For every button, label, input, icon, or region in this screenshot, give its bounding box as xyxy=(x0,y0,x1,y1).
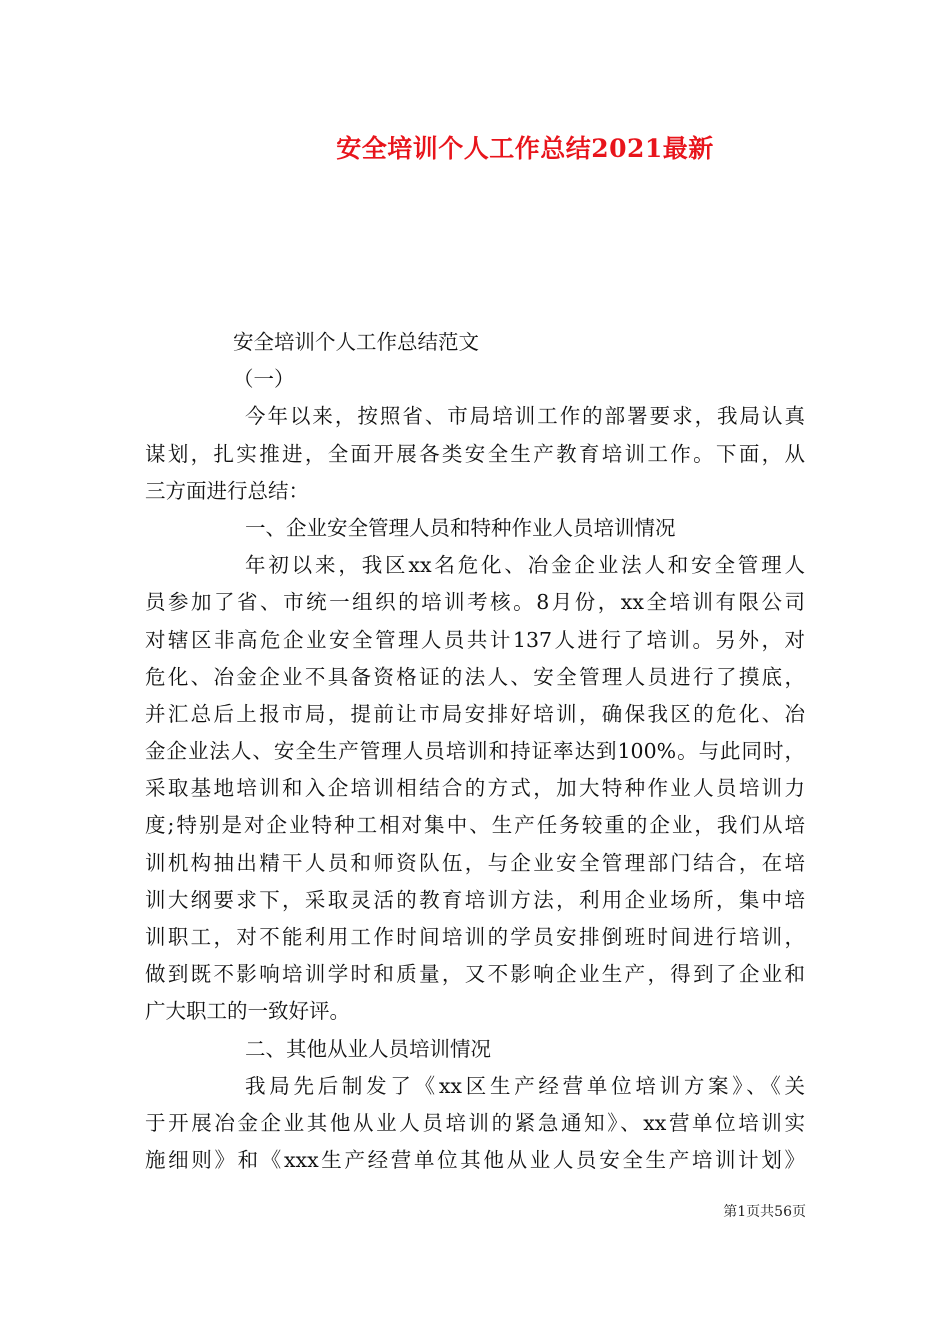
paragraph-line: 三方面进行总结： xyxy=(145,478,309,503)
paragraph-line: 广大职工的一致好评。 xyxy=(145,999,350,1024)
page-number: 第1页共56页 xyxy=(723,1204,806,1220)
paragraph-line: 谋划，扎实推进，全面开展各类安全生产教育培训工作。下面，从 xyxy=(145,441,805,466)
paragraph-line: 年初以来，我区xx名危化、冶金企业法人和安全管理人 xyxy=(245,553,805,578)
paragraph-line: 度;特别是对企业特种工相对集中、生产任务较重的企业，我们从培 xyxy=(145,813,805,838)
paragraph-line: 对辖区非高危企业安全管理人员共计137人进行了培训。另外，对 xyxy=(145,627,805,652)
paragraph-line: 训机构抽出精干人员和师资队伍，与企业安全管理部门结合，在培 xyxy=(145,850,805,875)
paragraph-line: 金企业法人、安全生产管理人员培训和持证率达到100%。与此同时， xyxy=(145,739,805,764)
section-marker: （一） xyxy=(233,367,295,392)
paragraph-line: 采取基地培训和入企培训相结合的方式，加大特种作业人员培训力 xyxy=(145,776,805,801)
paragraph-line: 训职工，对不能利用工作时间培训的学员安排倒班时间进行培训， xyxy=(145,925,805,949)
section-heading: 二、其他从业人员培训情况 xyxy=(245,1036,491,1061)
paragraph-line: 并汇总后上报市局，提前让市局安排好培训，确保我区的危化、冶 xyxy=(145,701,805,726)
paragraph-line: 于开展冶金企业其他从业人员培训的紧急通知》、xx营单位培训实 xyxy=(145,1110,805,1135)
paragraph-line: 训大纲要求下，采取灵活的教育培训方法，利用企业场所，集中培 xyxy=(145,887,805,912)
subtitle: 安全培训个人工作总结范文 xyxy=(233,330,479,354)
document-body xyxy=(145,324,805,1179)
paragraph-line: 员参加了省、市统一组织的培训考核。8月份，xx全培训有限公司 xyxy=(145,590,805,615)
paragraph-line: 施细则》和《xxx生产经营单位其他从业人员安全生产培训计划》 xyxy=(145,1148,805,1173)
section-heading: 一、企业安全管理人员和特种作业人员培训情况 xyxy=(245,515,676,540)
document-title: 安全培训个人工作总结2021最新 xyxy=(336,134,714,163)
paragraph-line: 今年以来，按照省、市局培训工作的部署要求，我局认真 xyxy=(245,404,805,429)
paragraph-line: 危化、冶金企业不具备资格证的法人、安全管理人员进行了摸底， xyxy=(145,664,805,689)
paragraph-line: 做到既不影响培训学时和质量，又不影响企业生产，得到了企业和 xyxy=(145,962,805,987)
paragraph-line: 我局先后制发了《xx区生产经营单位培训方案》、《关 xyxy=(245,1073,805,1098)
